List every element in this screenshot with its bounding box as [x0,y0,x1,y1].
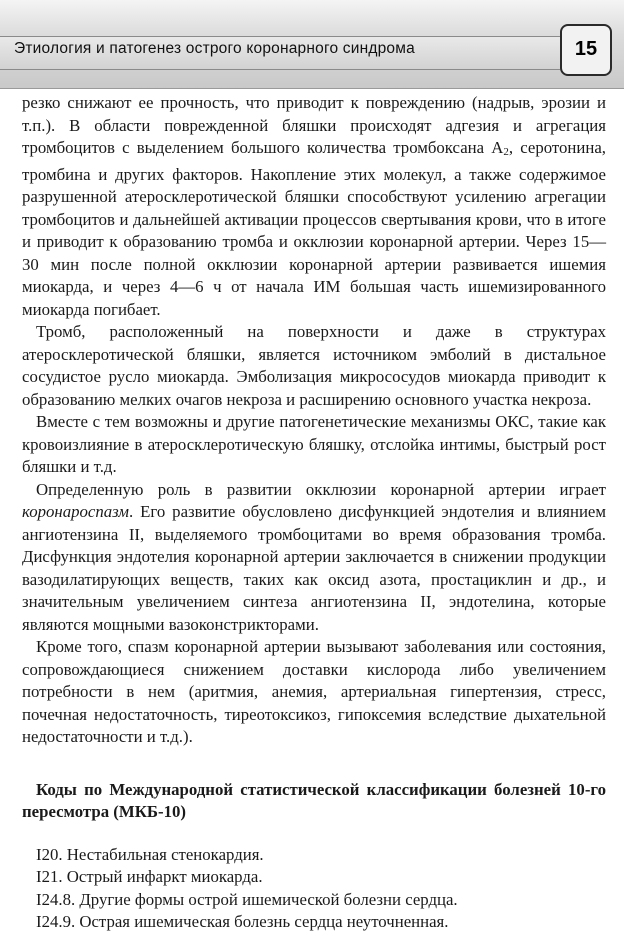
paragraph-4-text-a: Определенную роль в развитии окклюзии коронарной артерии играет [36,479,606,499]
list-item: I20. Нестабильная стенокардия. [36,844,264,864]
page-number-box [560,24,612,76]
page-header [0,0,624,89]
subscript-2: 2 [503,146,509,158]
running-title: Этиология и патогенез острого коронарного синдрома [14,40,415,57]
paragraph-2: Тромб, расположенный на поверхности и даже в структурах атеросклеротической бляшки, является источником эмболий в дистальное сосудистое русло миокарда. Эмболизация микрососудов миокарда приводит к образованию мелких очагов некроза и расширению основного участка некроза. [22,322,606,409]
icd-code-list [22,844,606,934]
section-heading: Коды по Международной статистической классификации болезней 10-го пересмотра (МКБ-10) [22,779,606,821]
emphasis-term: коронароспазм [22,502,129,521]
page-body [22,92,606,934]
page-number: 15 [574,38,598,60]
paragraph-4-text-b: . Его развитие обусловлено дисфункцией эндотелия и влиянием ангиотензина II, выделяемого тромбоцитами во время образования тромба. Дисфункция эндотелия коронарной артерии заключается в снижении продукции вазодилатирующих веществ, таких как оксид азота, простациклин и др., и значительным увеличением синтеза ангиотензина II, эндотелина, которые являются мощными вазоконстрикторами. [22,502,606,634]
paragraph-1-text-a: резко снижают ее прочность, что приводит к повреждению (надрыв, эрозии и т.п.). В области поврежденной бляшки происходят адгезия и агрегация тромбоцитов с выделением большого количества тромбоксана А [22,93,606,157]
paragraph-5: Кроме того, спазм коронарной артерии вызывают заболевания или состояния, сопровождающиеся снижением доставки кислорода либо увеличением потребности в нем (аритмия, анемия, артериальная гипертензия, стресс, почечная недостаточность, тиреотоксикоз, гипоксемия вследствие дыхательной недостаточности и т.д.). [22,637,606,746]
paragraph-4 [22,479,606,637]
list-item: I24.8. Другие формы острой ишемической болезни сердца. [36,889,458,909]
paragraph-1-text-b: , серотонина, тромбина и других факторов. Накопление этих молекул, а также содержимое разрушенной атеросклеротической бляшки способствуют усилению агрегации тромбоцитов и дальнейшей активации процессов свертывания крови, что в итоге и приводит к образованию тромба и окклюзии коронарной артерии. Через 15—30 мин после полной окклюзии коронарной артерии развивается ишемия миокарда, и через 4—6 ч от начала ИМ большая часть ишемизированного миокарда погибает. [22,138,606,319]
paragraph-1 [22,92,606,321]
paragraph-3: Вместе с тем возможны и другие патогенетические механизмы ОКС, такие как кровоизлияние в атеросклеротическую бляшку, отслойка интимы, быстрый рост бляшки и т.д. [22,412,606,476]
list-item: I24.9. Острая ишемическая болезнь сердца неуточненная. [36,912,449,931]
list-item: I21. Острый инфаркт миокарда. [36,867,263,886]
